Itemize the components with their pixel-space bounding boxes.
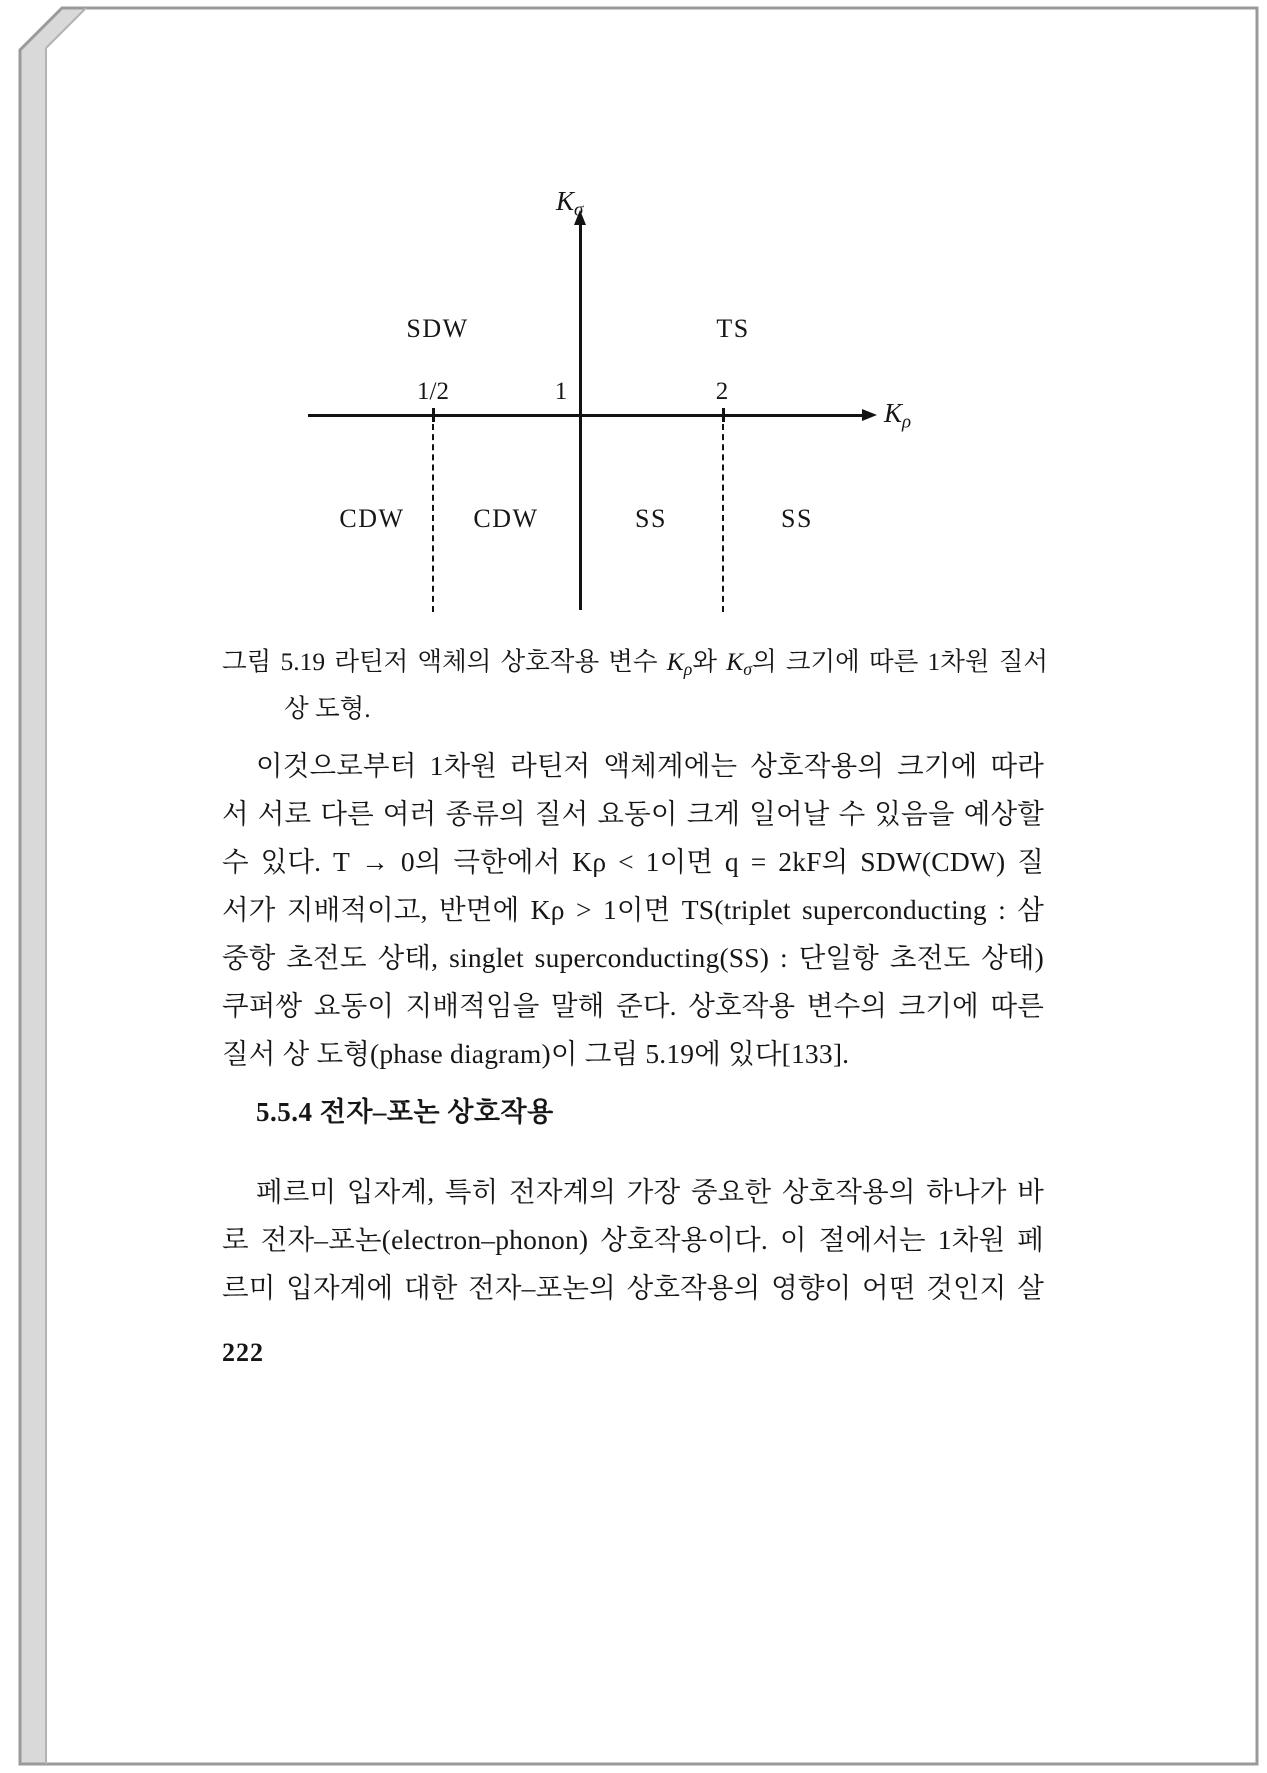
paragraph-line: 질서 상 도형(phase diagram)이 그림 5.19에 있다[133]. (222, 1038, 850, 1069)
paragraph-line: 중항 초전도 상태, singlet superconducting(SS) : 단일항 초전도 상태) (222, 942, 1044, 973)
caption-suffix: 의 크기에 따른 1차원 질서 (752, 647, 1048, 676)
caption-k1-sub: ρ (683, 658, 693, 679)
page-number: 222 (222, 1338, 264, 1367)
paragraph-line: 로 전자–포논(electron–phonon) 상호작용이다. 이 절에서는 1차원 페 (222, 1224, 1044, 1255)
region-cdw1-label: CDW (339, 504, 405, 533)
caption-k1: K (666, 647, 684, 676)
region-ts-label: TS (716, 314, 750, 343)
x-axis-line (308, 414, 864, 417)
dashed-line-half (432, 424, 434, 612)
y-axis-label (556, 186, 583, 221)
x-axis-label (884, 398, 911, 433)
paragraph-line: 수 있다. T → 0의 극한에서 Kρ < 1이면 q = 2kF의 SDW(CDW) 질 (222, 846, 1044, 877)
paragraph-line: 페르미 입자계, 특히 전자계의 가장 중요한 상호작용의 하나가 바 (256, 1176, 1044, 1207)
body-paragraph-1 (222, 742, 1044, 1078)
y-axis-label-sub: σ (574, 199, 584, 221)
caption-mid: 와 (692, 647, 727, 676)
paragraph-line: 이것으로부터 1차원 라틴저 액체계에는 상호작용의 크기에 따라 (256, 750, 1044, 781)
region-sdw-label: SDW (406, 314, 469, 343)
paragraph-line: 쿠퍼쌍 요동이 지배적임을 말해 준다. 상호작용 변수의 크기에 따른 (222, 990, 1044, 1021)
x-axis-label-sub: ρ (902, 411, 912, 433)
figure-caption (222, 642, 1048, 728)
tick-label-one: 1 (554, 378, 568, 405)
region-ss1-label: SS (635, 504, 667, 533)
figure-caption-line1 (222, 642, 1048, 689)
body-paragraph-2 (222, 1168, 1044, 1312)
tick-mark-half (432, 408, 435, 422)
tick-label-half: 1/2 (417, 378, 449, 405)
caption-prefix: 그림 5.19 라틴저 액체의 상호작용 변수 (222, 647, 667, 676)
figure-caption-line2: 상 도형. (284, 693, 371, 723)
paragraph-line: 르미 입자계에 대한 전자–포논의 상호작용의 영향이 어떤 것인지 살 (222, 1272, 1044, 1303)
region-cdw2-label: CDW (473, 504, 539, 533)
tick-label-two: 2 (715, 378, 729, 405)
caption-k2: K (726, 647, 744, 676)
y-axis-label-base: K (556, 186, 575, 216)
tick-mark-two (722, 408, 725, 422)
dashed-line-two (722, 424, 724, 612)
caption-k2-sub: σ (743, 658, 753, 679)
paragraph-line: 서 서로 다른 여러 종류의 질서 요동이 크게 일어날 수 있음을 예상할 (222, 798, 1044, 829)
region-ss2-label: SS (781, 504, 813, 533)
x-axis-arrow-icon (862, 409, 877, 421)
x-axis-label-base: K (884, 398, 903, 428)
section-heading: 5.5.4 전자–포논 상호작용 (256, 1097, 554, 1127)
paragraph-line: 서가 지배적이고, 반면에 Kρ > 1이면 TS(triplet superconducting : 삼 (222, 894, 1044, 925)
